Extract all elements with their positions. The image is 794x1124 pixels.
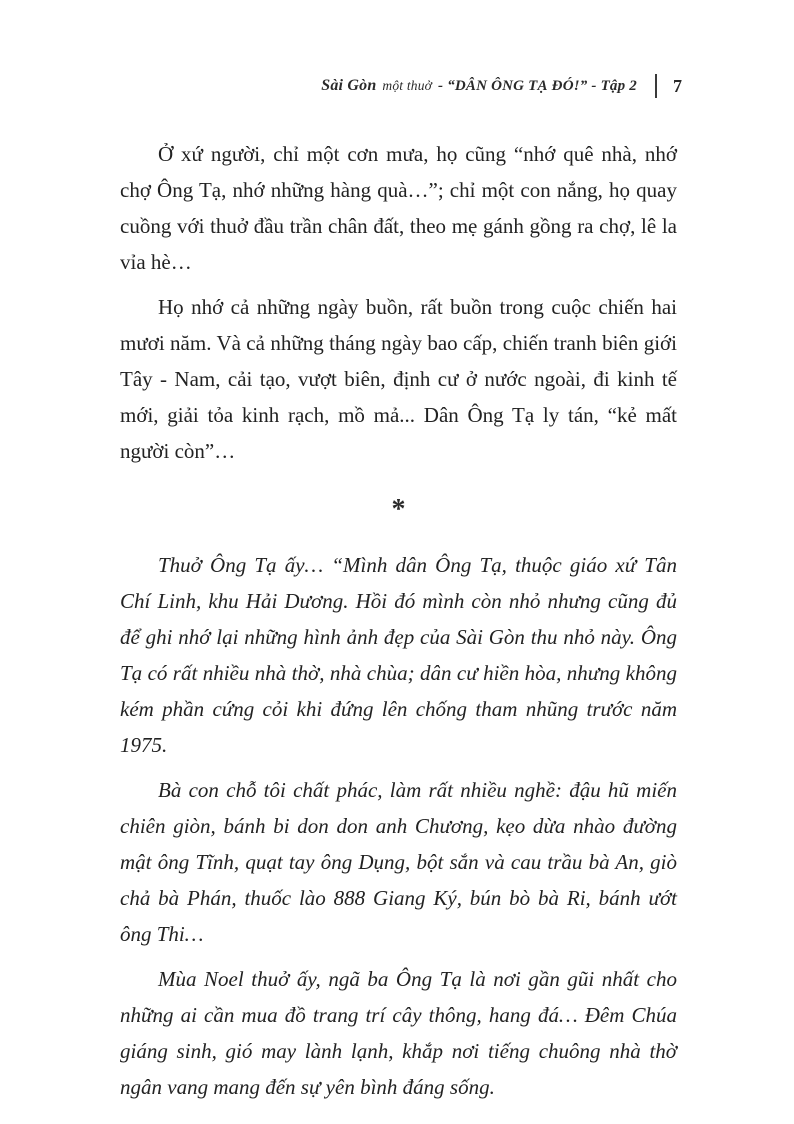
body-text	[120, 136, 677, 1114]
page-number: 7	[673, 75, 682, 96]
paragraph: Bà con chỗ tôi chất phác, làm rất nhiều nghề: đậu hũ miến chiên giòn, bánh bi don don anh Chương, kẹo dừa nhào đường mật ông Tĩnh, quạt tay ông Dụng, bột sắn và cau trầu bà An, giò chả bà Phán, thuốc lào 888 Giang Ký, bún bò bà Ri, bánh ướt ông Thi…	[120, 778, 677, 946]
paragraph: Ở xứ người, chỉ một cơn mưa, họ cũng “nhớ quê nhà, nhớ chợ Ông Tạ, nhớ những hàng quà…”; chỉ một con nắng, họ quay cuồng với thuở đầu trần chân đất, theo mẹ gánh gồng ra chợ, lê la vỉa hè…	[120, 142, 677, 274]
section-divider: *	[391, 494, 406, 525]
paragraph: Thuở Ông Tạ ấy… “Mình dân Ông Tạ, thuộc giáo xứ Tân Chí Linh, khu Hải Dương. Hồi đó mình còn nhỏ nhưng cũng đủ để ghi nhớ lại những hình ảnh đẹp của Sài Gòn thu nhỏ này. Ông Tạ có rất nhiều nhà thờ, nhà chùa; dân cư hiền hòa, nhưng không kém phần cứng cỏi khi đứng lên chống tham nhũng trước năm 1975.	[120, 553, 677, 757]
header-title-rest: - “DÂN ÔNG TẠ ĐÓ!” - Tập 2	[438, 78, 637, 94]
paragraph: Họ nhớ cả những ngày buồn, rất buồn trong cuộc chiến hai mươi năm. Và cả những tháng ngày bao cấp, chiến tranh biên giới Tây - Nam, cải tạo, vượt biên, định cư ở nước ngoài, đi kinh tế mới, giải tỏa kinh rạch, mồ mả... Dân Ông Tạ ly tán, “kẻ mất người còn”…	[120, 295, 677, 463]
header-separator	[655, 74, 657, 98]
running-header	[120, 74, 682, 98]
book-name: Sài Gòn	[321, 77, 377, 94]
header-title	[321, 77, 637, 95]
paragraph: Mùa Noel thuở ấy, ngã ba Ông Tạ là nơi gần gũi nhất cho những ai cần mua đồ trang trí cây thông, hang đá… Đêm Chúa giáng sinh, gió may lành lạnh, khắp nơi tiếng chuông nhà thờ ngân vang mang đến sự yên bình đáng sống.	[120, 967, 677, 1099]
book-subtitle: một thuở	[382, 78, 433, 93]
